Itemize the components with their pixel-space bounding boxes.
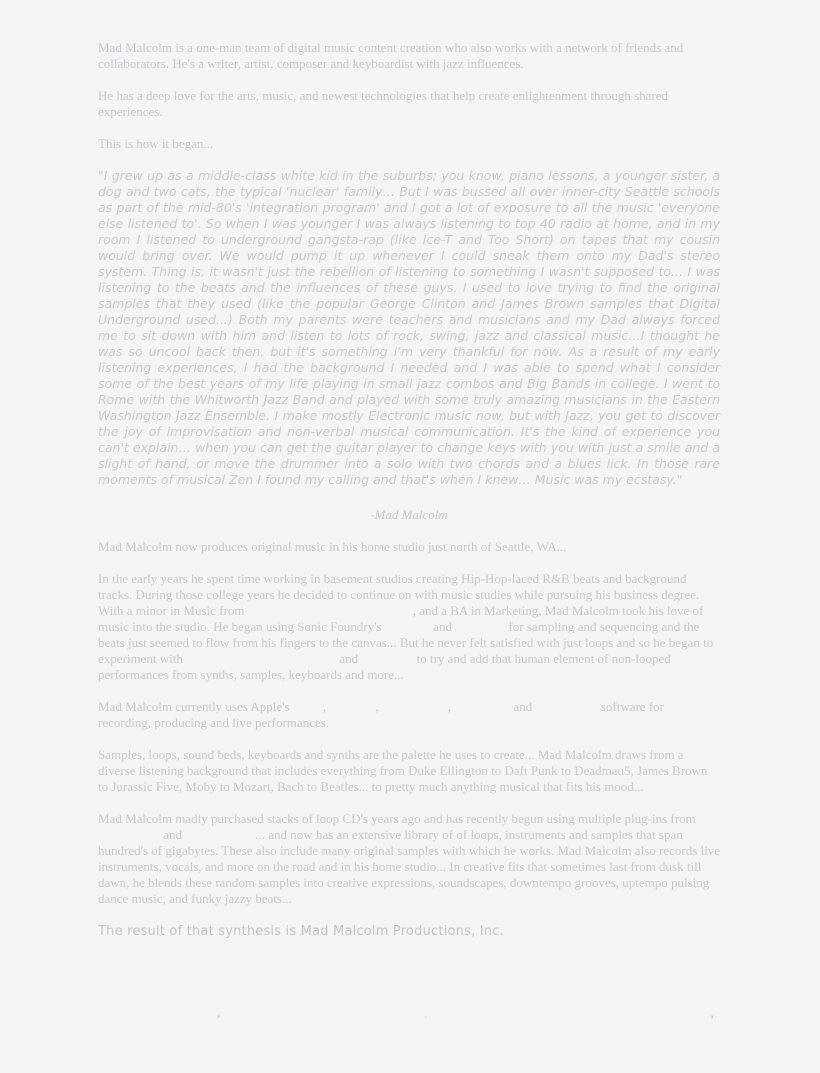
hidden-link-gap <box>454 710 510 711</box>
hidden-link-gap <box>220 1016 424 1017</box>
hidden-link-gap <box>382 710 448 711</box>
library-paragraph <box>98 811 720 907</box>
article-body <box>98 40 720 940</box>
text-segment: Samples, loops, sound beds, keyboards and synths are the palette he uses to create... Mad Malcolm draws from a diverse listening background that includes everything from Duke Ellington to Daft Punk to Deadmau5, James Brown to Jurassic Five, Moby to Mozart, Bach to Beatles... to pretty much anything musical that fits his mood... <box>98 747 708 794</box>
text-segment: and <box>336 651 362 666</box>
hidden-link-gap <box>185 838 255 839</box>
text-segment: , <box>710 1005 714 1020</box>
quote-attribution <box>98 507 720 523</box>
hidden-link-gap <box>98 838 160 839</box>
how-it-began-paragraph <box>98 136 720 152</box>
hidden-link-gap <box>98 1016 217 1017</box>
hidden-link-gap <box>428 1016 711 1017</box>
text-segment: , <box>375 699 382 714</box>
text-segment: Mad Malcolm is a one-man team of digital music content creation who also works with a network of friends and collaborators. He's a writer, artist, composer and keyboardist with jazz influences. <box>98 40 684 71</box>
text-segment: "I grew up as a middle-class white kid in the suburbs; you know, piano lessons, a younger sister, a dog and two cats, the typical 'nuclear' family… But I was bussed all over inner-city Seattle schools as part of the mid-80's 'integration program' and I got a lot of exposure to all the music 'everyone else listened to'. So when I was younger I was always listening to top 40 radio at home, and in my room I listened to underground gangsta-rap (like Ice-T and Too Short) on tapes that my cousin would bring over. We would pump it up whenever I could sneak them onto my Dad's stereo system. Thing is, it wasn't just the rebellion of listening to something I wasn't supposed to... I was listening to the beats and the influences of these guys. I used to love trying to find the original samples that they used (like the popular George Clinton and James Brown samples that Digital Underground used...) Both my parents were teachers and musicians and my Dad always forced me to sit down with him and listen to lots of rock, swing, jazz and classical music…I thought he was so uncool back then, but it's something I'm very thankful for now. As a result of my early listening experiences, I had the background I needed and I was able to spend what I consider some of the best years of my life playing in small jazz combos and Big Bands in college. I went to Rome with the Whitworth Jazz Band and played with some truly amazing musicians in the Eastern Washington Jazz Ensemble. I make mostly Electronic music now, but with Jazz, you get to discover the joy of improvisation and non-verbal musical communication. It's the kind of experience you can't explain… when you can get the guitar player to change keys with you with just a smile and a slight of hand, or move the drummer into a solo with two chords and a blues lick. In those rare moments of musical Zen I found my calling and that's when I knew… Music was my ecstasy." <box>98 168 720 487</box>
footer-links-row <box>98 1005 738 1021</box>
text-segment: software for recording, producing and live performances. <box>98 699 664 730</box>
text-segment: and <box>160 827 186 842</box>
text-segment: Mad Malcolm currently uses Apple's <box>98 699 293 714</box>
passion-paragraph <box>98 88 720 120</box>
early-years-paragraph <box>98 571 720 683</box>
hidden-link-gap <box>536 710 598 711</box>
text-segment: In the early years he spent time working in basement studios creating Hip-Hop-laced R&B beats and background tracks. During those college years he decided to continue on with music studies while pursuing his business degree. With a minor in Music from <box>98 571 700 618</box>
text-segment: and <box>429 619 456 634</box>
synthesis-statement <box>98 923 720 940</box>
text-segment: for sampling and sequencing and the beats just seemed to flow from his fingers to the canvas... But he never felt satisfied with just loops and so he began to experiment with <box>98 619 714 666</box>
text-segment: Mad Malcolm madly purchased stacks of loop CD's years ago and has recently begun using multiple plug-ins from <box>98 811 696 826</box>
text-segment: to try and add that human element of non-looped performances from synths, samples, keyboards and more... <box>98 651 671 682</box>
origin-quote <box>98 168 720 488</box>
text-segment: Mad Malcolm now produces original music in his home studio just north of Seattle, WA... <box>98 539 567 554</box>
hidden-link-gap <box>329 710 375 711</box>
hidden-link-gap <box>385 630 430 631</box>
hidden-link-gap <box>248 614 413 615</box>
hidden-link-gap <box>455 630 505 631</box>
text-segment: , <box>217 1005 221 1020</box>
palette-paragraph <box>98 747 720 795</box>
hidden-link-gap <box>293 710 323 711</box>
studio-paragraph <box>98 539 720 555</box>
text-segment: He has a deep love for the arts, music, and newest technologies that help create enlightenment through shared experiences. <box>98 88 669 119</box>
text-segment: ... and now has an extensive library of of loops, instruments and samples that span hundred's of gigabytes. These also include many original samples with which he works. Mad Malcolm also records live instruments, vocals, and more on the road and in his home studio... In creative fits that sometimes last from dusk till dawn, he blends these random samples into creative expressions, soundscapes, downtempo grooves, uptempo pulsing dance music, and funky jazzy beats... <box>98 827 720 906</box>
text-segment: , <box>424 1005 428 1020</box>
text-segment: , <box>322 699 330 714</box>
text-segment: The result of that synthesis is Mad Malcolm Productions, Inc. <box>98 924 504 939</box>
hidden-link-gap <box>361 662 413 663</box>
text-segment: , <box>447 699 455 714</box>
hidden-link-gap <box>186 662 336 663</box>
intro-paragraph <box>98 40 720 72</box>
software-paragraph <box>98 699 720 731</box>
text-segment: and <box>510 699 536 714</box>
text-segment: -Mad Malcolm <box>370 507 448 522</box>
text-segment: , and a BA in Marketing, Mad Malcolm took his love of music into the studio. He began using Sonic Foundry's <box>98 603 704 634</box>
text-segment: This is how it began... <box>98 136 214 151</box>
